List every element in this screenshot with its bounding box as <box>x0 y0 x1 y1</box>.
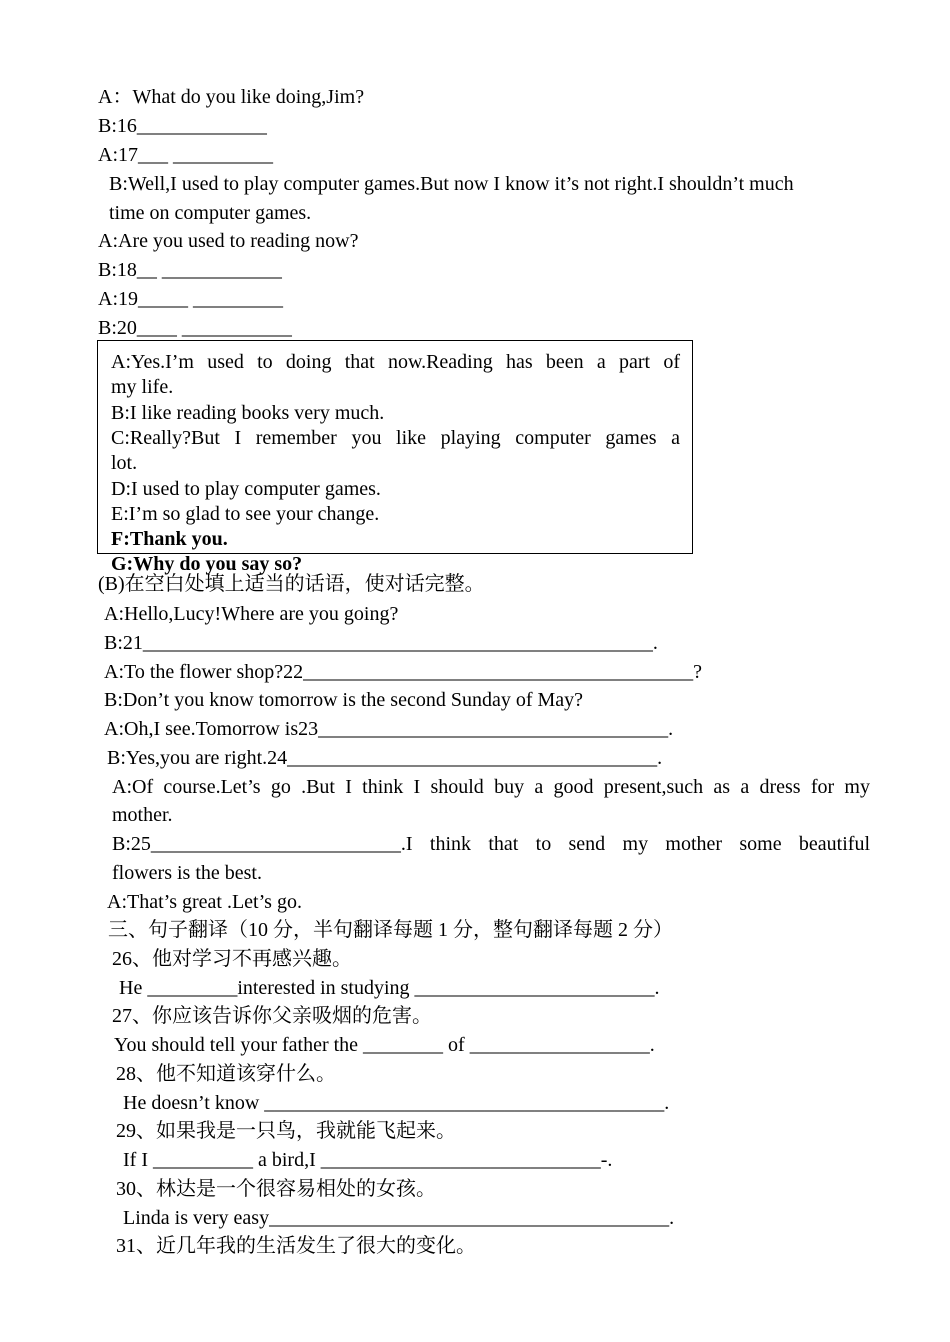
option-b: B:I like reading books very much. <box>111 402 385 424</box>
dialogue-b-line-22: A:To the flower shop?22_______________________________________? <box>104 661 702 683</box>
dialogue-b-line-24: B:Yes,you are right.24_____________________________________. <box>107 747 663 769</box>
dialogue-line-a-used: A:Are you used to reading now? <box>98 230 359 252</box>
item-28-cn: 28、他不知道该穿什么。 <box>116 1063 336 1085</box>
item-26-en: He _________interested in studying ________________________. <box>119 977 660 999</box>
item-27-cn: 27、你应该告诉你父亲吸烟的危害。 <box>112 1005 432 1027</box>
section-3-heading: 三、句子翻译（10 分，半句翻译每题 1 分，整句翻译每题 2 分） <box>108 919 673 941</box>
dialogue-line-b-well-cont: time on computer games. <box>109 202 312 224</box>
option-f: F:Thank you. <box>111 528 228 550</box>
option-d: D:I used to play computer games. <box>111 478 381 500</box>
item-31-cn: 31、近几年我的生活发生了很大的变化。 <box>116 1235 476 1257</box>
dialogue-b-line-4: B:Don’t you know tomorrow is the second Sunday of May? <box>104 689 584 711</box>
dialogue-b-line-25: B:25_________________________.I think that to send my mother some beautiful <box>112 833 870 855</box>
dialogue-line-a19: A:19_____ _________ <box>98 288 283 310</box>
dialogue-b-line-21: B:21___________________________________________________. <box>104 632 658 654</box>
item-27-en: You should tell your father the ________ of __________________. <box>114 1034 655 1056</box>
item-26-cn: 26、他对学习不再感兴趣。 <box>112 948 352 970</box>
dialogue-line-b-well: B:Well,I used to play computer games.But now I know it’s not right.I shouldn’t much <box>109 173 794 195</box>
dialogue-line-b18: B:18__ ____________ <box>98 259 282 281</box>
item-30-en: Linda is very easy________________________________________. <box>123 1207 675 1229</box>
option-c: C:Really?But I remember you like playing computer games a <box>111 427 680 449</box>
dialogue-b-line-23: A:Oh,I see.Tomorrow is23___________________________________. <box>104 718 674 740</box>
item-30-cn: 30、林达是一个很容易相处的女孩。 <box>116 1178 436 1200</box>
dialogue-line-a1: A：What do you like doing,Jim? <box>98 86 365 108</box>
dialogue-b-line-7-cont: mother. <box>112 804 173 826</box>
section-b-heading: (B)在空白处填上适当的话语，使对话完整。 <box>98 573 485 595</box>
dialogue-line-a17: A:17___ __________ <box>98 144 273 166</box>
option-e: E:I’m so glad to see your change. <box>111 503 380 525</box>
dialogue-b-line-end: A:That’s great .Let’s go. <box>107 891 302 913</box>
dialogue-b-line-25-cont: flowers is the best. <box>112 862 262 884</box>
option-a: A:Yes.I’m used to doing that now.Reading has been a part of <box>111 351 680 373</box>
dialogue-line-b16: B:16_____________ <box>98 115 267 137</box>
item-28-en: He doesn’t know ________________________________________. <box>123 1092 670 1114</box>
option-c-cont: lot. <box>111 452 138 474</box>
dialogue-b-line-7: A:Of course.Let’s go .But I think I should buy a good present,such as a dress for my <box>112 776 870 798</box>
item-29-en: If I __________ a bird,I ____________________________-. <box>123 1149 613 1171</box>
dialogue-line-b20: B:20____ ___________ <box>98 317 292 339</box>
dialogue-b-line-1: A:Hello,Lucy!Where are you going? <box>104 603 399 625</box>
item-29-cn: 29、如果我是一只鸟，我就能飞起来。 <box>116 1120 456 1142</box>
option-g: G:Why do you say so? <box>111 553 303 575</box>
option-a-cont: my life. <box>111 376 174 398</box>
